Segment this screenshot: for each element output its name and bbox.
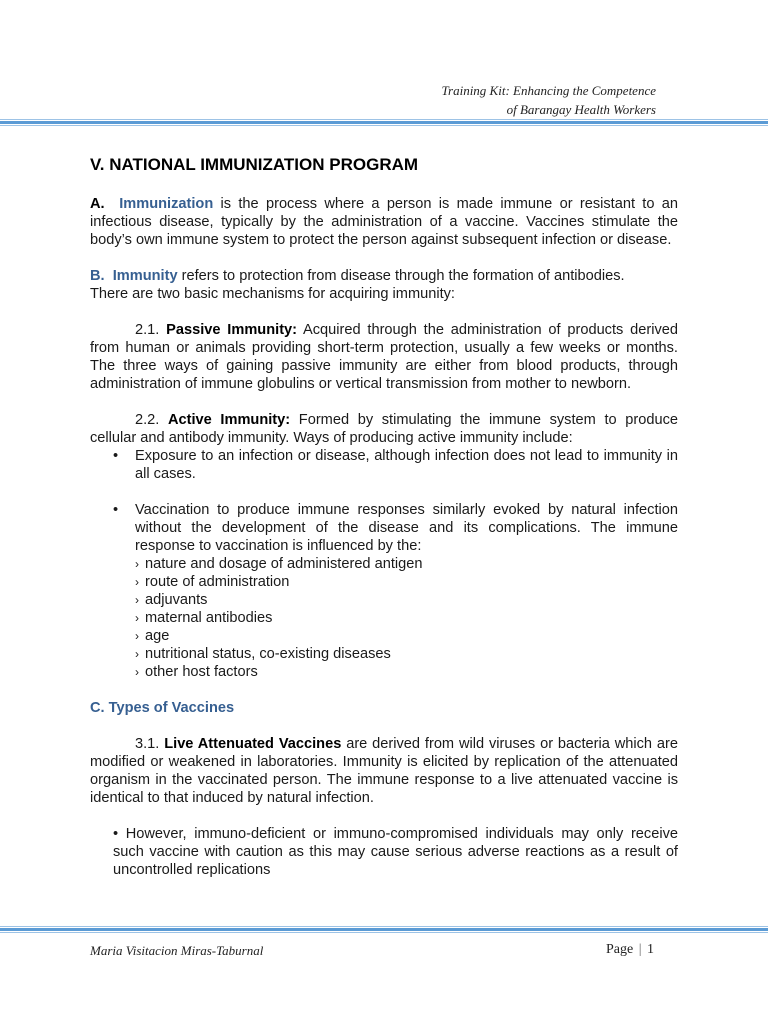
section-a-paragraph xyxy=(90,195,678,249)
section-b-intro xyxy=(90,267,678,303)
chevron-right-icon: › xyxy=(135,629,139,643)
bullet-icon: • xyxy=(113,826,119,842)
bullet-icon: • xyxy=(113,502,119,518)
list-item: › other host factors xyxy=(135,664,258,680)
chevron-right-icon: › xyxy=(135,647,139,661)
section-a-term: Immunization xyxy=(119,196,214,212)
list-item: › nutritional status, co-existing diseases xyxy=(135,646,391,662)
footer-author: Maria Visitacion Miras-Taburnal xyxy=(90,943,264,958)
section-b-term: Immunity xyxy=(112,268,178,284)
bullet-text: Vaccination to produce immune responses similarly evoked by natural infection without the development of the disease and its complications. The immune response to vaccination is influenced by the: xyxy=(135,502,678,554)
active-text: Formed by stimulating the immune system to produce cellular and antibody immunity. Ways of producing active immunity include: xyxy=(90,412,678,446)
list-item: › maternal antibodies xyxy=(135,610,273,626)
live-term: Live Attenuated Vaccines xyxy=(164,736,342,752)
list-item: › age xyxy=(135,628,170,644)
live-text: are derived from wild viruses or bacteria which are modified or weakened in laboratories. Immunity is elicited by replication of the attenuated organism in the vaccinated person. The immune response to a live attenuated vaccine is identical to that induced by natural infection. xyxy=(90,736,678,806)
caution-text: However, immuno-deficient or immuno-compromised individuals may only receive such vaccine with caution as this may cause serious adverse reactions as a result of uncontrolled replications xyxy=(113,826,678,878)
list-item: › route of administration xyxy=(135,574,290,590)
bullet-text: Exposure to an infection or disease, although infection does not lead to immunity in all cases. xyxy=(135,448,678,482)
section-b-text-2: There are two basic mechanisms for acquiring immunity: xyxy=(90,286,455,302)
section-a-letter: A. xyxy=(90,196,105,212)
chapter-title: V. NATIONAL IMMUNIZATION PROGRAM xyxy=(90,155,419,174)
passive-text: Acquired through the administration of products derived from human or animals providing short-term protection, usually a few weeks or months. The three ways of gaining passive immunity are either from blood products, through administration of immune globulins or vertical transmission from mother to newborn. xyxy=(90,322,678,392)
page-label: Page xyxy=(606,942,634,957)
passive-number: 2.1. xyxy=(135,322,167,338)
section-b-letter: B. xyxy=(90,268,105,284)
page-separator: | xyxy=(638,942,642,957)
section-a-text: is the process where a person is made immune or resistant to an infectious disease, typically by the administration of a vaccine. Vaccines stimulate the body’s own immune system to protect the person against subsequent infection or disease. xyxy=(90,196,678,248)
list-item: › adjuvants xyxy=(135,592,208,608)
live-number: 3.1. xyxy=(135,736,165,752)
passive-immunity-paragraph xyxy=(90,321,678,393)
passive-term: Passive Immunity: xyxy=(166,322,298,338)
header-line-1: Training Kit: Enhancing the Competence xyxy=(441,83,656,98)
footer-rule xyxy=(0,926,768,933)
active-bullet-exposure xyxy=(90,447,678,483)
active-bullet-vaccination xyxy=(90,501,678,555)
page-number-value: 1 xyxy=(647,942,655,957)
caution-note xyxy=(90,825,678,879)
list-item: › nature and dosage of administered antigen xyxy=(135,556,423,572)
active-term: Active Immunity: xyxy=(167,412,291,428)
running-header xyxy=(442,81,656,119)
live-attenuated-paragraph xyxy=(90,735,678,807)
document-body xyxy=(90,154,678,879)
response-factors-list xyxy=(90,555,678,681)
bullet-icon: • xyxy=(113,448,119,464)
chevron-right-icon: › xyxy=(135,557,139,571)
header-line-2: of Barangay Health Workers xyxy=(506,102,656,117)
active-number: 2.2. xyxy=(135,412,168,428)
active-immunity-paragraph xyxy=(90,411,678,447)
chevron-right-icon: › xyxy=(135,665,139,679)
section-c-heading: C. Types of Vaccines xyxy=(90,700,235,716)
page-number xyxy=(606,942,654,958)
chevron-right-icon: › xyxy=(135,593,139,607)
chevron-right-icon: › xyxy=(135,611,139,625)
chevron-right-icon: › xyxy=(135,575,139,589)
section-b-text: refers to protection from disease through the formation of antibodies. xyxy=(177,268,625,284)
header-rule xyxy=(0,119,768,126)
